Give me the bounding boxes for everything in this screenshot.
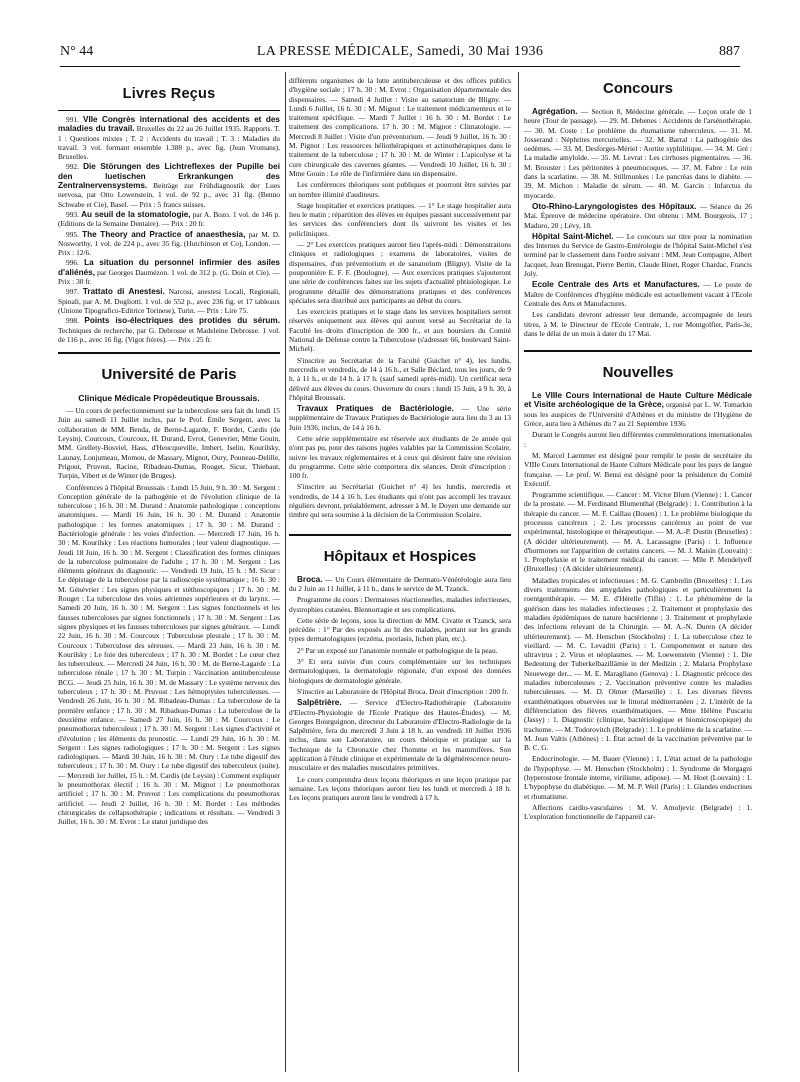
section-title-livres: Livres Reçus [122,86,216,102]
stage-hospitalier: Stage hospitalier et exercices pratiques. — 1° Le stage hospitalier aura lieu le matin ; répartition des élèves en équipes passant successivement par les services des conférenciers dont ils suivront les visites et les policliniques. [289,200,511,238]
orl-notice [524,202,752,230]
programme-cancer: Programme scientifique. — Cancer : M. Victor Blum (Vienne) : 1. Cancer de la prostate. — M. Ferdinand Blumenthal (Belgrade) : 1. Contribution à la thérapie du cancer. — M. F. Caillau (Bouen) : 1. Le problème biologique du processus cancéreux ; 2. Les processus cancéreux au point de vue expérimental, histologique et thérapeutique. — M. A.-P. Dustin (Bruxelles) : (A décider ultérieurement). — M. A. Lacassagne (Paris) : 1. Influence d'hormones sur l'apparition de certains cancers. — M. J. Maisin (Louvain) : 1. Prophylaxie et le traitement médical du cancer. — Mlle P. Mendelyeff (Bruxelles) : (A décider ultérieurement). [524,490,752,574]
orl-title: Oto-Rhino-Laryngologistes des Hôpitaux. [532,201,697,211]
programme-cardio: Affections cardio-vasculaires : M. V. Arnoljevic (Belgrade) : 1. L'exploration fonctionnelle de l'appareil car- [524,802,752,822]
divider [58,110,280,111]
column-divider [518,72,519,1072]
commemorations: Durant le Congrès auront lieu différentes commémorations internationales : [524,430,752,449]
broca-cours: 3° Et sera suivie d'un cours complémentaire sur les techniques dermatologiques, la dermatologie régionale, d'un exposé des données biologiques de dermatologie générale. [289,657,511,685]
book-details: par Georges Daumézon. 1 vol. de 312 p. (G. Doin et Cie). — Prix : 30 fr. [58,267,280,287]
saint-michel-notice [524,232,752,278]
broca-expose: 2° Par un exposé sur l'anatomie normale et pathologique de la peau. [297,645,498,655]
salpetriere-text: — Service d'Electro-Radiothérapie (Laboratoire d'Electro-Physiologie de l'Ecole Pratique des Hautes-Études). — M. Georges Bourguignon, directeur du Laboratoire d'Electro-Radiologie de la Salpêtrière, fera du mercredi 3 Juin à 18 h. au vendredi 10 Juillet 1936 inclus, dans son Laboratoire, un cours théorique et pratique sur la Technique de la Chronaxie chez l'homme et les mammifères. Son application à l'étude clinique et expérimentale de la dégénérescence neuro-musculaire et des maladies musculaires primitives. [289,698,511,773]
divider [524,350,752,352]
divider [289,534,511,536]
cours-international-notice [524,391,752,428]
salpetriere-notice [289,698,511,772]
column-divider [285,72,286,1072]
book-title: The Theory and Practice of anaesthesia, [82,229,246,239]
book-title: Trattato di Anestesi. [82,287,165,297]
orl-text: — Séance du 26 Mai. Épreuve de médecine opératoire. Ont obtenu : MM. Bourgeois, 17 ; Maduro, 20 ; Lévy, 18. [524,201,752,230]
schedule-continued: différents organismes de la lutte antituberculeuse et des offices publics d'hygiène sociale ; 17 h. 30 : M. Evrot : Organisation départementale des dispensaires. — Samedi 4 Juillet : Visite au sanatorium de Bligny. — Lundi 6 Juillet, 16 h. 30 : M. Mignot : Le traitement médicamenteux et le traitement spécifique. — Mardi 7 Juillet : 16 h. 30 : M. Bordet : Le traitement des complications. 17 h. 30 : M. Mignot : Climatologie. — Mercredi 8 Juillet : Visite d'un préventorium. — Jeudi 9 Juillet, 16 h. 30 : M. Pignot : Les ressources héliothérapiques et actinothérapiques dans le traitement de la tuberculose ; 17 h. 30 : M. de Winter : L'apicolyse et la cure chirurgicale des cavernes géantes. — Vendredi 10 Juillet, 16 h. 30 : Mme Gouin : Le rôle de l'infirmière dans un dispensaire. [289,76,511,178]
book-details: par A. Bozo. 1 vol. de 146 p. (Editions de la Semaine Dentaire). — Prix : 20 fr. [58,209,280,229]
book-entry [58,316,280,344]
book-number: 995. [66,229,79,239]
book-number: 996. [66,258,79,268]
book-entry [58,210,280,229]
book-entry [58,287,280,315]
ecole-centrale-notice [524,280,752,308]
book-number: 991. [66,115,79,124]
broca-inscription: S'inscrire au Laboratoire de l'Hôpital Broca. Droit d'inscription : 200 fr. [297,686,509,696]
issue-number: N° 44 [60,44,94,59]
book-entry [58,115,280,161]
agregation-title: Agrégation. [532,107,578,116]
book-details: Beiträge zur Frühdiagnostik der Lues nervosa, par Otto Lowenstein, 1 vol. de 92 p., avec 31 fig. (Benno Schwabe et Cie), Basel. — Prix : 5 francs suisses. [58,181,280,209]
broca-text: — Un Cours élémentaire de Dermato-Vénéréologie aura lieu du 2 Juin au 11 Juillet, à 11 h., dans le service de M. Tzanck. [289,574,511,593]
clinique-title: Clinique Médicale Propédeutique Broussais. [78,393,260,404]
book-list [58,115,280,344]
salpetriere-title: Salpêtrière. [297,698,342,708]
book-title: La situation du personnel infirmier des asiles d'aliénés, [58,258,280,277]
broca-title: Broca. [297,574,323,584]
book-details: Narcosi, anestesi Locali, Regionali, Spinali, par A. M. Dogliotti. 1 vol. de 552 p., avec 236 fig. et 17 tableaux (Unione Tipografico-Editrice Torinese), Turin. — Prix : Lire 75. [58,287,280,315]
book-entry [58,230,280,258]
book-number: 998. [66,316,79,326]
section-title-hopitaux: Hôpitaux et Hospices [323,547,477,565]
programme-endocrinologie: Endocrinologie. — M. Bauer (Vienne) : 1. L'état actuel de la pathologie de l'hypophyse. — M. Henschen (Stockholm) : 1. Syndrome de Morgagni (hyperostose frontale interne, virilisme, adipose). — M. Hoet (Louvain) : 1. L'hypophyse du diabétique. — M. M. P. Weil (Paris) : 1. Glandes endocrines et rhumatisme. [524,754,752,801]
tp-inscription: S'inscrire au Secrétariat (Guichet n° 4) les lundis, mercredis et vendredis, de 14 à 16 h. Les étudiants qui n'ont pas accompli les travaux réguliers devront, préalablement, adresser à M. le Doyen une demande sur timbre qui sera soumise à la décision de la Commission Scolaire. [289,482,511,520]
clinique-intro: — Un cours de perfectionnement sur la tuberculose sera fait du lundi 15 Juin au samedi 11 Juillet inclus, par le Prof. Émile Sergent, avec la collaboration de MM. Benda, de Berne-Lagarde, F. Bordet, Cardis (de Leysin), Courcoux, Courcoux, H. Durand, Evrot, Genevrier, Mme Gouin, MM. Grellety-Bosviel, Hass, d'Heucqueville, Imbert, Iselin, Kourilsky, Launay, Lonjumeau, Momou, de Massary, Mignot, Oury, Pouneau-Delille, Prigout, Pruvost, Racine, Ribadeau-Dumas, Rouget, Sicur, Thiebaut, Turpin, Vibert et de Winter (de Bruges). [58,406,280,481]
agregation-notice [524,107,752,200]
divider [58,352,280,354]
broca-notice [289,575,511,594]
section-title-concours: Concours [602,80,673,97]
programme-maladies: Maladies tropicales et infectieuses : M. G. Cambrelin (Bruxelles) : 1. Les divers traitements des amygdales pathologiques et particulièrement la roentgenthérapie. — M. E. d'Hérelle (Tiflis) : 1. Le phénomène de la guérison dans les maladies infectieuses ; 2. Traitement et prophylaxie des maladies épidémiques de nature bactérienne ; 3. Traitement et prophylaxie des infections relevant de la Chirurgie. — M. A.-N. Duren (A décider ultérieurement). — M. Henschen (Stockholm) : 1. La tuberculose chez le vieillard. — M. C. Levaditi (Paris) : 1. Comportement et nature des ultravirus ; 2. Virus et néoplasmes. — M. Loewenstein (Vienne) : 1. Die Bedeutung der Tuberkelbazillämie in der Medizin ; 2. Malaria Prophylaxe Neuewege der... — M. E. Maragliano (Genova) : 1. Diagnostic précoce des maladies tuberculeuses ; 2. Vaccination préventive contre les maladies tuberculeuses. — M. D. Olmer (Marseille) : 1. Les diverses fièvres exanthématiques observées sur le littoral méditerranéen ; 2. L'intérêt de la différenciation des fièvres exanthématiques. — Mme Hélène Puscariu (Jassy) : 1. Diagnostic (clinique, bactériologique et biomicroscopique) du trachome. — M. Todorovitch (Belgrade) : 1. Le problème de la scarlatine. — M. Jean Valtis (Athènes) : 1. État actuel de la vaccination préventive par le B. C. G. [524,575,752,753]
broca-programme: Programme du cours : Dermatoses réactionnelles, maladies infectieuses, dystrophies cutanées. Blennorragie et ses complications. [289,595,511,614]
tp-details: Cette série supplémentaire est réservée aux étudiants de 2e année qui n'ont pas pu, pour des raisons jugées valables par la Commission Scolaire, suivre les travaux réglementaires et à ceux qui désirent faire une révision du programme. Cette série comportera dix séances. Droit d'inscription : 100 fr. [289,433,511,481]
section-title-nouvelles: Nouvelles [602,364,674,382]
clinique-schedule: Conférences à l'hôpital Broussais : Lundi 15 Juin, 9 h. 30 : M. Sergent : Conception générale de la pathogénie et de l'évolution clinique de la tuberculose ; 16 h. 30 : M. Durand : Anatomie pathologique : conceptions anatomiques. — Mardi 16 Juin, 16 h. 30 : M. Durand : Anatomie pathologique : les formes anatomiques ; 17 h. 30 : M. Durand : Bactériologie générale : les voies d'infection. — Mercredi 17 Juin, 16 h. 30 : M. Kourilsky : Les réactions humorales ; leur valeur diagnostique. — Jeudi 18 Juin, 16 h. 30 : M. Sergent : Classification des formes cliniques de la tuberculose pulmonaire de l'adulte ; 17 h. 30 : M. Sergent : Les éléments généraux du diagnostic. — Vendredi 19 Juin, 15 h. : M. Sicur : Le dépistage de la tuberculose par la radioscopie systématique ; 16 h. 30 : M. Génévrier : Les signes physiques et stéthoscopiques ; 17 h. 30 : M. Rouget : La tuberculose des voies aériennes supérieures et du larynx. — Samedi 20 Juin, 16 h. 30 : M. Sergent : Les signes fonctionnels et les fausses tuberculoses par signes fonctionnels ; 17 h. 30 : M. Sergent : Les signes physiques et les fausses tuberculoses par signes généraux. — Lundi 22 Juin, 16 h. 30 : M. Courcoux : Tuberculose pleurale ; 17 h. 30 : M. Courcoux : Tuberculose des séreuses. — Mardi 23 Juin, 16 h. 30 : M. Kourilsky : Le foie des tuberculeux ; 17 h. 30 : M. Bordet : Le cœur chez les tuberculeux. — Mercredi 24 Juin, 16 h. 30 : M. de Berne-Lagarde : La tuberculose rénale ; 17 h. 30 : M. Turpin : Vaccination antituberculeuse BCG. — Jeudi 25 Juin, 16 h. 30 : M. de Massary : Le système nerveux des tuberculeux ; 17 h. 30 : M. Pruvost : Les hémoptysies tuberculeuses. — Vendredi 26 Juin, 16 h. 30 : M. Ribadeau-Dumas : La tuberculose de la première enfance ; 17 h. 30 : M. Ribadeau-Dumas : La tuberculose de la deuxième enfance. — Samedi 27 Juin, 16 h. 30 : M. Courcoux : Le pneumothorax tuberculeux ; 17 h. 30 : M. Sergent : Les signes d'activité et d'évolution ; les éléments du pronostic. — Lundi 29 Juin, 16 h. 30 : M. Sergent : Les signes radiologiques ; 17 h. 30 : M. Sergent : Les signes radiologiques. — Mardi 30 Juin, 16 h. 30 : M. Oury : Le tube digestif des tuberculeux ; 17 h. 30 : M. Oury : Le tube digestif des tuberculeux (suite). — Mercredi 1er Juillet, 15 h. : M. Cardis (de Leysin) : Comment expliquer le pneumothorax électif ; 16 h. 30 : M. Mignot : Le pneumothorax artificiel ; 17 h. 30 : M. Pruvost : Les complications du pneumothorax artificiel. — Jeudi 2 Juillet, 16 h. 30 : M. Bordet : Les méthodes chirurgicales de collapsothérapie ; indications et résultats. — Vendredi 3 Juillet, 16 h. 30 : M. Evrot : Le statut juridique des [58,482,280,827]
column-1 [58,76,280,1072]
exercices-pratiques: — 2° Les exercices pratiques auront lieu l'après-midi : Démonstrations cliniques et radiologiques ; examens de laboratoires, visites de dispensaires, d'un préventorium et de sanatorium (Bligny). Visite de la pouponnière E. F. F. (Boulogne). — Aux exercices pratiques s'ajouteront une série de conférences faites sur les sujets d'actualité phtisiologique. Le programme détaillé des démonstrations pratiques et des conférences spéciales sera distribué aux participants au début du cours. [289,240,511,305]
column-3 [524,76,752,1072]
tp-title: Travaux Pratiques de Bactériologie. [297,404,454,414]
cours-international-title: Le VIIIe Cours International de Haute Culture Médicale et Visite archéologique de la Grèce, [524,391,752,410]
book-number: 992. [66,162,79,172]
book-title: Points iso-électriques des protides du sérum. [84,316,280,326]
book-title: Die Störungen des Lichtreflexes der Pupille bei den luetischen Erkrankungen des Zentralnervensystems. [58,162,280,191]
section-title-universite: Université de Paris [101,366,237,384]
book-title: VIIe Congrès international des accidents et des maladies du travail. [58,115,280,134]
issue-date: , Samedi, 30 Mai 1936 [409,44,544,59]
secretaire-note: M. Marcel Laemmer est désigné pour remplir le poste de secrétaire du VIIIe Cours International de Haute Culture Médicale pour les pays de langue française. — Le prof. W. Bensi est désigné pour la présidence du Comité Exécutif. [524,450,752,488]
ecole-centrale-candidats: Les candidats devront adresser leur demande, accompagnée de leurs titres, à M. le Directeur de l'Ecole Centrale, 1, rue Montgolfier, Paris-3e, dans le délai de un mois à dater du 17 Mai. [524,310,752,338]
column-2 [289,76,511,1072]
book-number: 997. [66,287,79,297]
book-details: par M. D. Nosworthy, 1 vol. de 224 p., avec 35 fig. (Hutchinson et Co), London. — Prix : 12/6. [58,229,280,258]
broca-direction: Cette série de leçons, sous la direction de MM. Civatte et Tzanck, sera précédée : 1° Par des exposés au lit des malades, portant sur les grands types dermatologiques (eczéma, psoriasis, lichen plan, etc.). [289,615,511,644]
tp-bacteriologie [289,404,511,432]
book-entry [58,258,280,286]
book-title: Au seuil de la stomatologie, [81,209,191,219]
salpetriere-lecons: Le cours comprendra deux leçons théoriques et une leçon pratique par semaine. Les leçons théoriques auront lieu les lundi et mercredi à 18 h. Les leçons pratiques auront lieu le vendredi à 17 h. [289,774,511,803]
cours-international-text: organisé par L. W. Tomarkin sous les auspices de l'Université d'Athènes et du ministre de l'Hygiène de Grèce, aura lieu à Athènes du 7 au 21 Septembre 1936. [524,400,752,429]
journal-line [60,44,740,60]
book-details: Techniques de recherche, par G. Debrosse et Madeleine Debrosse. 1 vol. de 116 p., avec 16 fig. (Vigot frères). — Prix : 25 fr. [58,325,280,344]
ecole-centrale-title: Ecole Centrale des Arts et Manufactures. [532,280,700,290]
reservation-note: Les exercices pratiques et le stage dans les services hospitaliers seront réservés uniquement aux élèves qui auront versé au Secrétariat de la Faculté les droits d'inscription de 300 fr., et aux boursiers du Comité National de Défense contre la Tuberculose (s'adresser 66, boulevard Saint-Michel). [289,307,511,354]
inscription-note: S'inscrire au Secrétariat de la Faculté (Guichet n° 4), les lundis, mercredis et vendredis, de 14 à 16 h., et Salle Béclard, tous les jours, de 9 h. à 11 h., et de 14 h. à 17 h. (sauf samedi après-midi). Un certificat sera délivré aux élèves du cours. Ouverture du cours : lundi 15 Juin, à 9 h. 30, à l'hôpital Broussais. [289,355,511,402]
book-number: 993. [66,209,79,219]
page-number: 887 [719,44,740,59]
saint-michel-text: — Le concours sur titre pour la nomination des Internes du Service de Gastro-Entérologie de l'hôpital Saint-Michel s'est terminé par le classement dans l'ordre suivant : MM. Jean Compagne, Albert Jacquet, Jean Brenugat, Pierre Bertin, Claude Binet, Roger Chardac, Francis Joly. [524,231,752,279]
journal-title: LA PRESSE MÉDICALE [256,44,410,59]
book-details: Bruxelles du 22 au 26 Juillet 1935. Rapports. T. 1 : Questions mixtes ; T. 2 : Accidents du travail ; T. 3 : Maladies du travail. 3 vol. formant ensemble 1.388 p., avec fig. (Jean Vromans), Bruxelles. [58,124,280,162]
book-entry [58,162,280,208]
ecole-centrale-text: — Le poste de Maître de Conférences d'hygiène médicale est actuellement vacant à l'Ecole Centrale des Arts et Manufactures. [524,280,752,308]
page-header [60,44,740,67]
tp-text: — Une série supplémentaire de Travaux Pratiques de Bactériologie aura lieu du 3 au 13 Juin 1936, inclus, de 14 à 16 h. [289,404,511,432]
conferences-note: Les conférences théoriques sont publiques et pourront être suivies par un nombre illimité d'auditeurs. [289,180,511,199]
saint-michel-title: Hôpital Saint-Michel. [532,231,614,241]
agregation-text: — Section 8, Médecine générale. — Leçon orale de 1 heure (Tour de passage). — 29. M. Debenes : Accidents de l'arsénothérapie. — 30. M. Coste : Le problème du rhumatisme tuberculeux. — 31. M. Josserand : Néphrites mercurielles. — 32. M. Barral : La pathogénie des oedèmes. — 33. M. Desforges-Mériel : Aortite syphilitique. — 34. M. Gré : La maladie amyloïde. — 35. M. Levrat : Les cirrhoses pigmentaires. — 36. M. Brouster : Les péritonites à pneumocoques. — 37. M. Fabre : Le rein dans la scarlatine. — 38. M. Stillmunkes : Le pancréas dans le diabète. — 39. M. Michon : Maladie de sérum. — 40. M. Garcin : Infarctus du myocarde. [524,107,752,200]
